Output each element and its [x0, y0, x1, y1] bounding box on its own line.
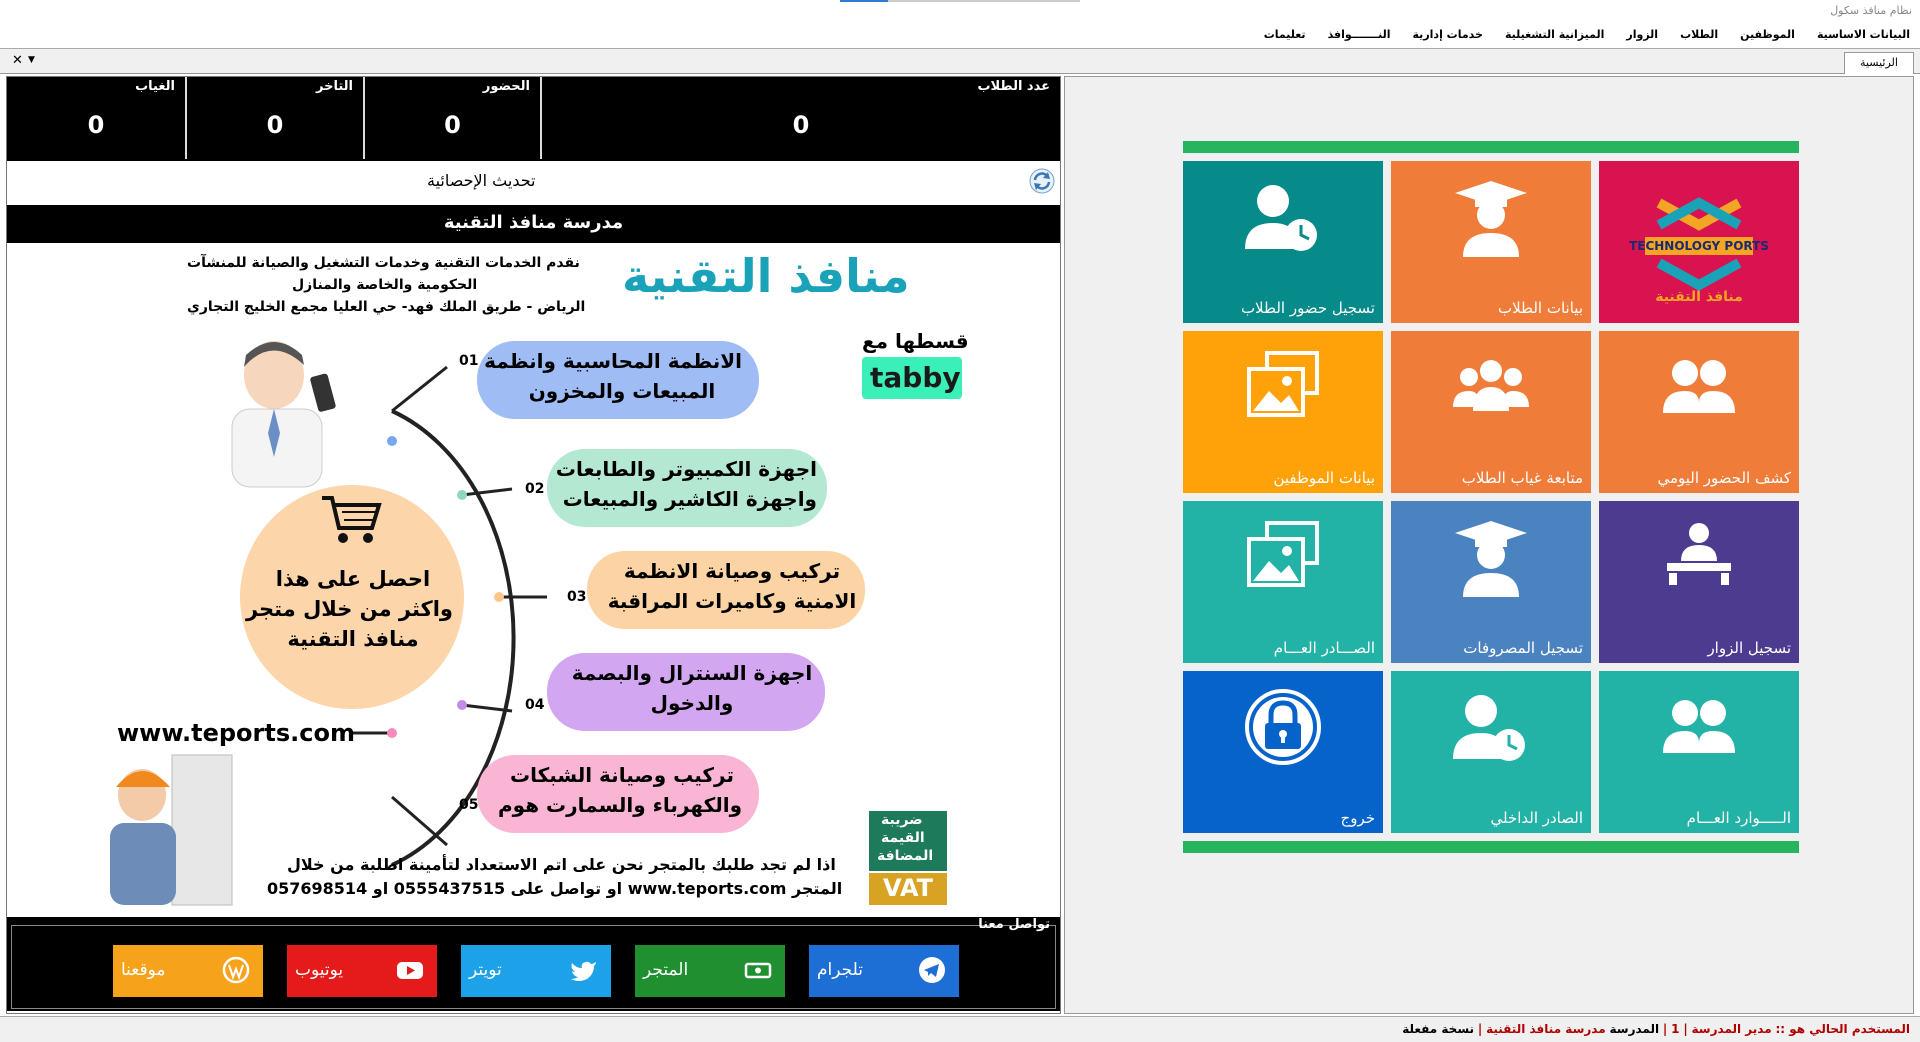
service-num-3: 03 [567, 589, 587, 605]
status-separator: | [1683, 1022, 1688, 1036]
poster-center-2: واكثر من خلال متجر [245, 597, 453, 621]
green-divider-bottom [1183, 841, 1799, 853]
status-version: نسخة مفعلة [1402, 1022, 1475, 1036]
dashboard-right-pane [1064, 76, 1914, 1014]
cart-icon [317, 490, 387, 550]
menu-students[interactable]: الطلاب [1680, 27, 1719, 41]
logo-text: TECHNOLOGY PORTS [1629, 239, 1769, 253]
website-button-label: موقعنا [121, 960, 166, 980]
menu-windows[interactable]: النـــــــوافذ [1327, 27, 1391, 41]
user-clock-icon [1243, 177, 1323, 257]
stat-students-value: 0 [792, 111, 810, 139]
tab-home[interactable]: الرئيسية [1844, 52, 1914, 74]
contact-bar [7, 917, 1060, 1011]
poster-footer-2: المتجر www.teports.com او تواصل على 0555437515 او 057698514 [267, 879, 843, 898]
close-icon[interactable]: ✕ [12, 53, 23, 68]
stat-attendance-label: الحضور [482, 79, 530, 94]
tile-student-data[interactable] [1391, 161, 1591, 323]
youtube-button[interactable] [287, 945, 437, 997]
tab-strip [0, 48, 1920, 74]
menu-admin-services[interactable]: خدمات إدارية [1412, 27, 1483, 41]
wordpress-icon [221, 955, 251, 985]
stat-late-value: 0 [266, 111, 284, 139]
twitter-button[interactable] [461, 945, 611, 997]
graduate-icon [1451, 517, 1531, 597]
menu-employees[interactable]: الموظفين [1740, 27, 1795, 41]
vat-line-3: المضافة [877, 848, 934, 864]
stat-attendance [363, 77, 540, 159]
tile-employee-data[interactable] [1183, 331, 1383, 493]
dashboard-left-pane [6, 76, 1061, 1014]
vat-badge [869, 811, 947, 911]
tile-exit-label: خروج [1340, 809, 1375, 827]
status-separator: | [1662, 1022, 1668, 1036]
contact-legend: تواصل معنا [978, 917, 1050, 932]
website-button[interactable] [113, 945, 263, 997]
service-num-2: 02 [525, 481, 545, 497]
window-title: نظام منافذ سكول [1830, 4, 1912, 17]
graduate-icon [1451, 177, 1531, 257]
menu-help[interactable]: تعليمات [1263, 27, 1306, 41]
tile-employee-data-label: بيانات الموظفين [1273, 469, 1375, 487]
advertisement-poster [7, 245, 1060, 915]
school-name-bar [7, 205, 1060, 243]
school-name: مدرسة منافذ التقنية [443, 212, 624, 233]
service-num-5: 05 [459, 797, 479, 813]
technology-ports-logo-icon [1629, 183, 1769, 305]
tile-general-outgoing[interactable] [1183, 501, 1383, 663]
service-4-line1: اجهزة السنترال والبصمة [571, 661, 813, 685]
telegram-button-label: تلجرام [817, 960, 863, 980]
poster-brand: منافذ التقنية [622, 249, 910, 303]
technician-illustration [92, 755, 252, 905]
users-icon [1659, 687, 1739, 767]
window-tab-indicator [840, 0, 1080, 2]
title-bar [0, 0, 1920, 22]
telegram-button[interactable] [809, 945, 959, 997]
tabby-logo: tabby [870, 361, 961, 394]
status-school-label: المدرسة [1609, 1022, 1660, 1036]
vat-line-4: VAT [883, 874, 934, 902]
service-num-1: 01 [459, 353, 479, 369]
poster-website: www.teports.com [117, 719, 355, 747]
status-user-label: المستخدم الحالي هو :: [1775, 1022, 1910, 1036]
vat-line-2: القيمة [881, 830, 925, 846]
tile-absence-tracking-label: متابعة غياب الطلاب [1461, 469, 1583, 487]
menu-bar [0, 22, 1920, 46]
service-4-line2: والدخول [650, 691, 734, 715]
receptionist-icon [1659, 517, 1739, 597]
stat-students [540, 77, 1060, 159]
service-1-line2: المبيعات والمخزون [528, 379, 716, 403]
tile-daily-attendance[interactable] [1599, 331, 1799, 493]
status-user-value: مدير المدرسة [1691, 1022, 1772, 1036]
store-icon [743, 955, 773, 985]
tile-student-attendance-label: تسجيل حضور الطلاب [1240, 299, 1375, 317]
service-5-line1: تركيب وصيانة الشبكات [509, 763, 735, 787]
service-5-line2: والكهرباء والسمارت هوم [498, 793, 742, 817]
stat-absence [7, 77, 185, 159]
tile-visitors-register-label: تسجيل الزوار [1707, 639, 1791, 657]
refresh-icon[interactable] [1028, 167, 1056, 195]
poster-installments: قسطها مع [862, 329, 969, 353]
status-separator: | [1477, 1022, 1483, 1036]
stat-late [185, 77, 363, 159]
stat-attendance-value: 0 [444, 111, 461, 139]
poster-center-1: احصل على هذا [275, 567, 431, 591]
poster-footer-1: اذا لم تجد طلبك بالمتجر نحن على اتم الاستعداد لتأمينة اطلبة من خلال [287, 855, 836, 874]
menu-basic-data[interactable]: البيانات الاساسية [1816, 27, 1910, 41]
service-num-4: 04 [525, 697, 545, 713]
service-1-line1: الانظمة المحاسبية وانظمة [484, 349, 742, 373]
tile-visitors-register[interactable] [1599, 501, 1799, 663]
refresh-row [7, 163, 1060, 197]
menu-visitors[interactable]: الزوار [1626, 27, 1659, 41]
tile-logo[interactable] [1599, 161, 1799, 323]
poster-address: الرياض - طريق الملك فهد- حي العليا مجمع الخليج التجاري [187, 299, 586, 315]
twitter-button-label: تويتر [469, 960, 502, 980]
tile-student-data-label: بيانات الطلاب [1497, 299, 1583, 317]
tile-absence-tracking[interactable] [1391, 331, 1591, 493]
tile-internal-outgoing-label: الصادر الداخلي [1490, 809, 1583, 827]
lock-icon [1243, 687, 1323, 767]
user-clock-icon [1451, 687, 1531, 767]
twitter-icon [569, 955, 599, 985]
tile-general-incoming[interactable] [1599, 671, 1799, 833]
logo-text-ar: منافذ التقنية [1655, 289, 1743, 305]
service-3-line2: الامنية وكاميرات المراقبة [607, 589, 857, 613]
businessman-illustration [222, 337, 342, 487]
images-icon [1243, 347, 1323, 427]
poster-center-3: منافذ التقنية [287, 627, 419, 651]
tile-general-incoming-label: الـــــوارد العـــام [1686, 809, 1791, 827]
service-2-line2: واجهزة الكاشير والمبيعات [562, 487, 817, 511]
images-icon [1243, 517, 1323, 597]
store-button[interactable] [635, 945, 785, 997]
vat-line-1: ضريبة [881, 812, 923, 828]
stat-students-label: عدد الطلاب [977, 79, 1050, 94]
status-school-value: مدرسة منافذ التقنية [1486, 1022, 1606, 1036]
poster-intro-1: نقدم الخدمات التقنية وخدمات التشغيل والصيانة للمنشآت [187, 255, 580, 271]
poster-intro-2: الحكومية والخاصة والمنازل [292, 277, 478, 293]
tile-student-attendance[interactable] [1183, 161, 1383, 323]
stat-absence-value: 0 [87, 111, 105, 139]
tile-general-outgoing-label: الصـــادر العـــام [1273, 639, 1375, 657]
telegram-icon [917, 955, 947, 985]
tile-internal-outgoing[interactable] [1391, 671, 1591, 833]
service-3-line1: تركيب وصيانة الانظمة [623, 559, 841, 583]
users-icon [1659, 347, 1739, 427]
store-button-label: المتجر [643, 960, 689, 980]
stat-absence-label: الغياب [135, 79, 175, 94]
status-bar [0, 1016, 1920, 1042]
status-school-number: 1 [1671, 1022, 1680, 1036]
green-divider-top [1183, 141, 1799, 153]
tile-daily-attendance-label: كشف الحضور اليومي [1657, 469, 1791, 487]
youtube-button-label: يوتيوب [295, 960, 344, 980]
chevron-down-icon[interactable]: ▼ [28, 55, 35, 65]
stats-panel [7, 77, 1060, 161]
group-icon [1451, 347, 1531, 427]
menu-budget[interactable]: الميزانية التشغيلية [1504, 27, 1605, 41]
service-2-line1: اجهزة الكمبيوتر والطابعات [555, 457, 817, 481]
tile-expenses-register-label: تسجيل المصروفات [1463, 639, 1583, 657]
tile-exit[interactable] [1183, 671, 1383, 833]
refresh-label[interactable]: تحديث الإحصائية [427, 171, 536, 190]
youtube-icon [395, 955, 425, 985]
stat-late-label: التاخر [316, 79, 353, 94]
tile-expenses-register[interactable] [1391, 501, 1591, 663]
